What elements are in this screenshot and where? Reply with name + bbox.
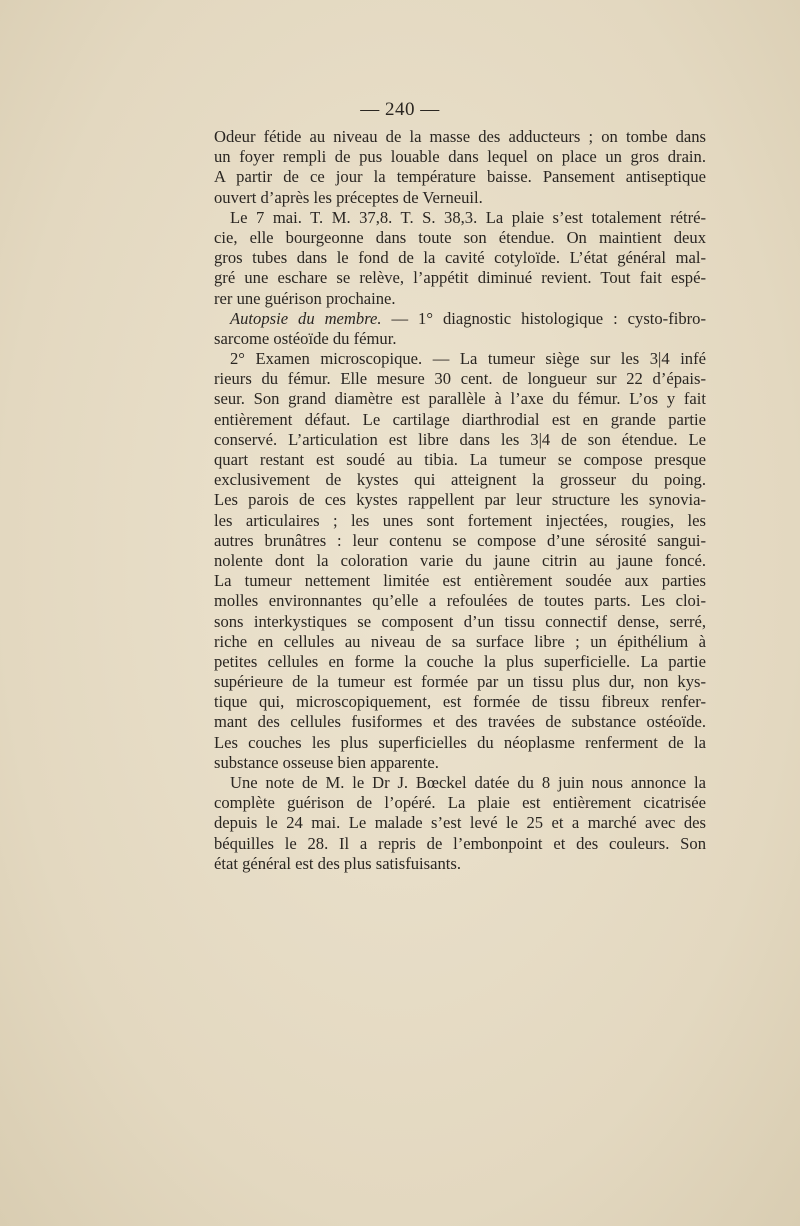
text-line: gros tubes dans le fond de la cavité cotyloïde. L’état général mal- bbox=[214, 248, 706, 268]
text-line: tique qui, microscopiquement, est formée de tissu fibreux renfer- bbox=[214, 692, 706, 712]
text-line: complète guérison de l’opéré. La plaie est entièrement cicatrisée bbox=[214, 793, 706, 813]
text-line: molles environnantes qu’elle a refoulées de toutes parts. Les cloi- bbox=[214, 591, 706, 611]
text-line: les articulaires ; les unes sont fortement injectées, rougies, les bbox=[214, 510, 706, 530]
text-line: nolente dont la coloration varie du jaune citrin au jaune foncé. bbox=[214, 550, 706, 570]
text-line: quart restant est soudé au tibia. La tumeur se compose presque bbox=[214, 450, 706, 469]
text-line: rieurs du fémur. Elle mesure 30 cent. de longueur sur 22 d’épais- bbox=[214, 369, 706, 389]
text-line: seur. Son grand diamètre est parallèle à l’axe du fémur. L’os y fait bbox=[214, 389, 706, 409]
text-line: rer une guérison prochaine. bbox=[214, 288, 396, 308]
text-line: mant des cellules fusiformes et des travées de substance ostéoïde. bbox=[214, 712, 706, 732]
text-line: sarcome ostéoïde du fémur. bbox=[214, 328, 397, 348]
text-line: béquilles le 28. Il a repris de l’embonpoint et des couleurs. Son bbox=[214, 833, 706, 853]
text-line: Odeur fétide au niveau de la masse des adducteurs ; on tombe dans bbox=[214, 127, 706, 146]
text-line: cie, elle bourgeonne dans toute son étendue. On maintient deux bbox=[214, 227, 706, 247]
italic-heading: Autopsie du membre. bbox=[230, 308, 382, 328]
text-line: conservé. L’articulation est libre dans les 3|4 de son étendue. Le bbox=[214, 429, 706, 449]
text-line: Une note de M. le Dr J. Bœckel datée du 8 juin nous annonce la bbox=[230, 773, 706, 792]
text-line: gré une eschare se relève, l’appétit diminué revient. Tout fait espé- bbox=[214, 268, 706, 288]
text-line: 2° Examen microscopique. — La tumeur siège sur les 3|4 infé bbox=[230, 349, 706, 369]
text-line: exclusivement de kystes qui atteignent la grosseur du poing. bbox=[214, 470, 706, 490]
text-line: A partir de ce jour la température baisse. Pansement antiseptique bbox=[214, 167, 706, 187]
text-line: La tumeur nettement limitée est entièrement soudée aux parties bbox=[214, 571, 706, 591]
text-line: Les couches les plus superficielles du néoplasme renferment de la bbox=[214, 732, 706, 752]
text-line: sons interkystiques se composent d’un tissu connectif dense, serré, bbox=[214, 611, 706, 631]
text-line: Les parois de ces kystes rappellent par leur structure les synovia- bbox=[214, 490, 706, 510]
text-line: un foyer rempli de pus louable dans lequel on place un gros drain. bbox=[214, 147, 706, 167]
text-line: petites cellules en forme la couche la plus superficielle. La partie bbox=[214, 651, 706, 671]
text-line: ouvert d’après les préceptes de Verneuil. bbox=[214, 187, 483, 207]
page-number: — 240 — bbox=[360, 99, 440, 120]
text-line: riche en cellules au niveau de sa surface libre ; un épithélium à bbox=[214, 631, 706, 651]
text-line: depuis le 24 mai. Le malade s’est levé le 25 et a marché avec des bbox=[214, 813, 706, 833]
text-line: entièrement défaut. Le cartilage diarthrodial est en grande partie bbox=[214, 409, 706, 429]
text-line: substance osseuse bien apparente. bbox=[214, 752, 439, 772]
text-line: Autopsie du membre. — 1° diagnostic histologique : cysto-fibro- bbox=[230, 308, 706, 328]
text-line: Le 7 mai. T. M. 37,8. T. S. 38,3. La plaie s’est totalement rétré- bbox=[230, 207, 706, 227]
text-line: supérieure de la tumeur est formée par un tissu plus dur, non kys- bbox=[214, 672, 706, 692]
text-line: autres brunâtres : leur contenu se compose d’une sérosité sangui- bbox=[214, 530, 706, 550]
body-text bbox=[214, 127, 706, 874]
text-line: état général est des plus satisfuisants. bbox=[214, 853, 462, 873]
